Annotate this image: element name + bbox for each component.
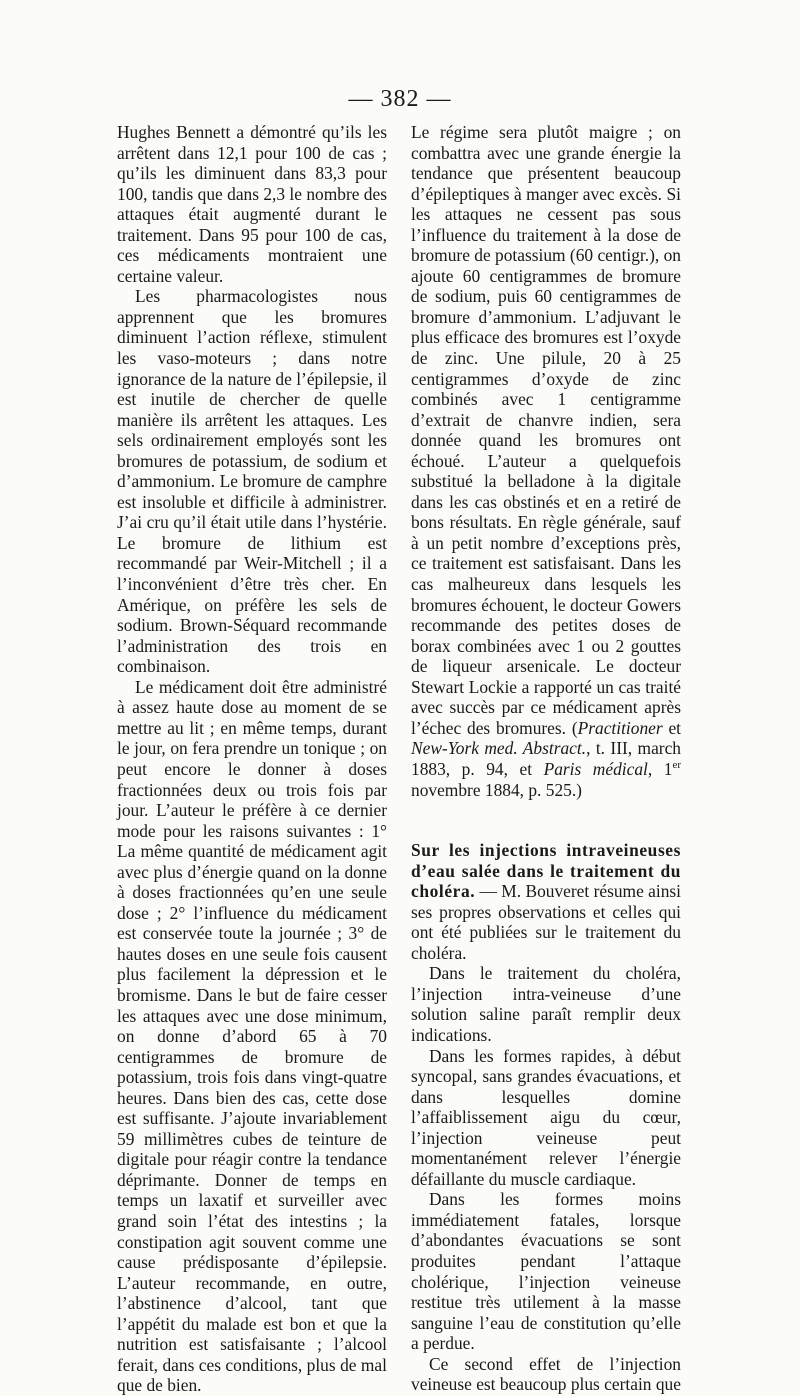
section-gap xyxy=(411,800,681,840)
citation-journal-new-york: New-York med. Abstract. xyxy=(411,738,587,759)
citation-connector: et xyxy=(662,717,681,738)
paragraph-formes-moins-fatales: Dans les formes moins immédiatement fatales, lorsque d’abondantes évacuations se sont produites pendant l’attaque cholérique, l’injection veineuse restitue très utilement à la masse sanguine l’eau de constitution qu’elle a perdue. xyxy=(411,1189,681,1354)
paragraph-section-heading xyxy=(411,840,681,963)
citation-date-start: , 1 xyxy=(647,758,673,779)
section-intro: — M. Bouveret résume ainsi ses propres observations et celles qui ont été publiées sur le traitement du choléra. xyxy=(411,881,681,963)
paragraph-regime xyxy=(411,122,681,800)
paragraph-pharmacologistes: Les pharmacologistes nous apprennent que les bromures diminuent l’action réflexe, stimulent les vaso-moteurs ; dans notre ignorance de la nature de l’épilepsie, il est inutile de chercher de quelle manière ils arrêtent les attaques. Les sels ordinairement employés sont les bromures de potassium, de sodium et d’ammonium. Le bromure de camphre est insoluble et difficile à administrer. J’ai cru qu’il était utile dans l’hystérie. Le bromure de lithium est recommandé par Weir-Mitchell ; il a l’inconvénient d’être très cher. En Amérique, on préfère les sels de sodium. Brown-Séquard recommande l’administration des trois en combinaison. xyxy=(117,286,387,677)
citation-end: novembre 1884, p. 525.) xyxy=(411,779,582,800)
citation-journal-paris-medical: Paris médical xyxy=(543,758,648,779)
paragraph-second-effet: Ce second effet de l’injection veineuse est beaucoup plus certain que xyxy=(411,1353,681,1395)
section-title: Sur les injections intraveineuses d’eau salée dans le traitement du choléra. xyxy=(411,840,681,902)
right-column xyxy=(411,122,681,1395)
regime-text: Le régime sera plutôt maigre ; on combattra avec une grande énergie la tendance que présentent beaucoup d’épileptiques à manger avec excès. Si les attaques ne cessent pas sous l’influence du traitement à la dose de bromure de potassium (60 centigr.), on ajoute 60 centigrammes de bromure de sodium, puis 60 centigrammes de bromure d’ammonium. L’adjuvant le plus efficace des bromures est l’oxyde de zinc. Une pilule, 20 à 25 centigrammes d’oxyde de zinc combinés avec 1 centigramme d’extrait de chanvre indien, sera donnée quand les bromures ont échoué. L’auteur a quelquefois substitué la belladone à la digitale dans les cas obstinés et en a retiré de bons résultats. En règle générale, sauf à un petit nombre d’exceptions près, ce traitement est satisfaisant. Dans les cas malheureux dans lesquels les bromures échouent, le docteur Gowers recommande des petites doses de borax combinées avec 1 ou 2 gouttes de liqueur arsenicale. Le docteur Stewart Lockie a rapporté un cas traité avec succès par ce médicament après l’échec des bromures. ( xyxy=(411,122,681,738)
citation-volume: , t. III, march 1883, p. 94, et xyxy=(411,738,681,779)
left-column xyxy=(117,122,387,1396)
paragraph-medicament-dose: Le médicament doit être administré à assez haute dose au moment de se mettre au lit ; en même temps, durant le jour, on fera prendre un tonique ; on peut encore le donner à doses fractionnées deux ou trois fois par jour. L’auteur le préfère à ce dernier mode pour les raisons suivantes : 1° La même quantité de médicament agit avec plus d’énergie quand on la donne à doses fractionnées qu’en une seule dose ; 2° l’influence du médicament est conservée toute la journée ; 3° de hautes doses en une seule fois causent plus facilement la dépression et le bromisme. Dans le but de faire cesser les attaques avec une dose minimum, on donne d’abord 65 à 70 centigrammes de bromure de potassium, trois fois dans vingt-quatre heures. Dans bien des cas, cette dose est suffisante. J’ajoute invariablement 59 millimètres cubes de teinture de digitale pour réagir contre la tendance déprimante. Donner de temps en temps un laxatif et surveiller avec grand soin l’état des intestins ; la constipation agit souvent comme une cause prédisposante d’épilepsie. L’auteur recommande, en outre, l’abstinence d’alcool, tant que l’appétit du malade est bon et que la nutrition est satisfaisante ; l’alcool ferait, dans ces conditions, plus de mal que de bien. xyxy=(117,676,387,1396)
paragraph-formes-rapides: Dans les formes rapides, à début syncopal, sans grandes évacuations, et dans lesquelles domine l’affaiblissement aigu du cœur, l’injection veineuse peut momentanément relever l’énergie défaillante du muscle cardiaque. xyxy=(411,1045,681,1189)
citation-journal-practitioner: Practitioner xyxy=(577,717,663,738)
page-number: — 382 — xyxy=(348,86,452,112)
citation-ordinal: er xyxy=(672,759,681,772)
paragraph-deux-indications: Dans le traitement du choléra, l’injection intra-veineuse d’une solution saline paraît remplir deux indications. xyxy=(411,963,681,1045)
paragraph-hughes-bennett: Hughes Bennett a démontré qu’ils les arrêtent dans 12,1 pour 100 de cas ; qu’ils les diminuent dans 83,3 pour 100, tandis que dans 2,3 le nombre des attaques était augmenté durant le traitement. Dans 95 pour 100 de cas, ces médicaments montraient une certaine valeur. xyxy=(117,122,387,286)
